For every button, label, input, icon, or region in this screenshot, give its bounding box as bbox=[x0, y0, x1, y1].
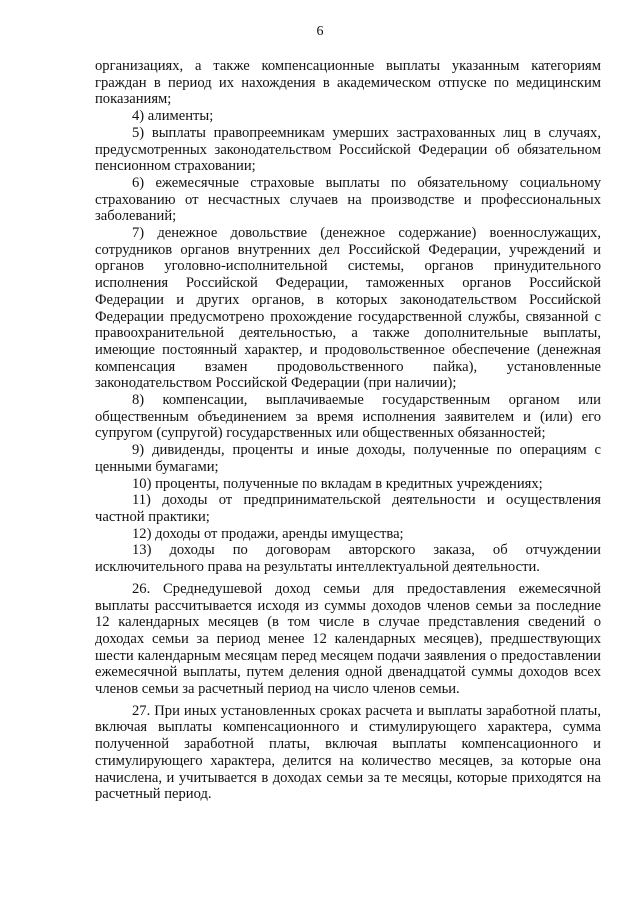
document-body bbox=[95, 58, 601, 803]
list-item-4: 4) алименты; bbox=[132, 108, 214, 125]
list-item-9: 9) дивиденды, проценты и иные доходы, полученные по операциям с ценными бумагами; bbox=[95, 442, 601, 475]
list-item-8: 8) компенсации, выплачиваемые государственным органом или общественным объединением за время исполнения заявителем и (или) его супругом (супругой) государственных или общественных обязанностей; bbox=[95, 392, 601, 442]
list-item-11: 11) доходы от предпринимательской деятельности и осуществления частной практики; bbox=[95, 492, 601, 525]
clause-26: 26. Среднедушевой доход семьи для предоставления ежемесячной выплаты рассчитывается исходя из суммы доходов членов семьи за последние 12 календарных месяцев (в том числе в случае представления сведений о доходах семьи за период менее 12 календарных месяцев), предшествующих шести календарным месяцам перед месяцем подачи заявления о предоставлении ежемесячной выплаты, путем деления одной двенадцатой суммы доходов всех членов семьи за расчетный период на число членов семьи. bbox=[95, 580, 601, 698]
list-item-12: 12) доходы от продажи, аренды имущества; bbox=[132, 525, 404, 542]
page-number: 6 bbox=[316, 24, 324, 39]
list-item-10: 10) проценты, полученные по вкладам в кредитных учреждениях; bbox=[132, 475, 543, 492]
paragraph-continuation: организациях, а также компенсационные выплаты указанным категориям граждан в период их нахождения в академическом отпуске по медицинским показаниям; bbox=[95, 58, 601, 108]
list-item-7: 7) денежное довольствие (денежное содержание) военнослужащих, сотрудников органов внутренних дел Российской Федерации, учреждений и органов уголовно-исполнительной системы, органов принудительного исполнения Российской Федерации, таможенных органов Российской Федерации и других органов, в которых законодательством Российской Федерации предусмотрено прохождение государственной службы, связанной с правоохранительной деятельностью, а также дополнительные выплаты, имеющие постоянный характер, и продовольственное обеспечение (денежная компенсация взамен продовольственного пайка), установленные законодательством Российской Федерации (при наличии); bbox=[95, 225, 601, 392]
list-item-13: 13) доходы по договорам авторского заказа, об отчуждении исключительного права на результаты интеллектуальной деятельности. bbox=[95, 542, 601, 576]
list-item-5: 5) выплаты правопреемникам умерших застрахованных лиц в случаях, предусмотренных законодательством Российской Федерации об обязательном пенсионном страховании; bbox=[95, 124, 601, 175]
list-item-6: 6) ежемесячные страховые выплаты по обязательному социальному страхованию от несчастных случаев на производстве и профессиональных заболеваний; bbox=[95, 174, 601, 225]
clause-27: 27. При иных установленных сроках расчета и выплаты заработной платы, включая выплаты компенсационного и стимулирующего характера, сумма полученной заработной платы, включая выплаты компенсационного и стимулирующего характера, делится на количество месяцев, за которые она начислена, и учитывается в доходах семьи за те месяцы, которые приходятся на расчетный период. bbox=[95, 702, 601, 803]
